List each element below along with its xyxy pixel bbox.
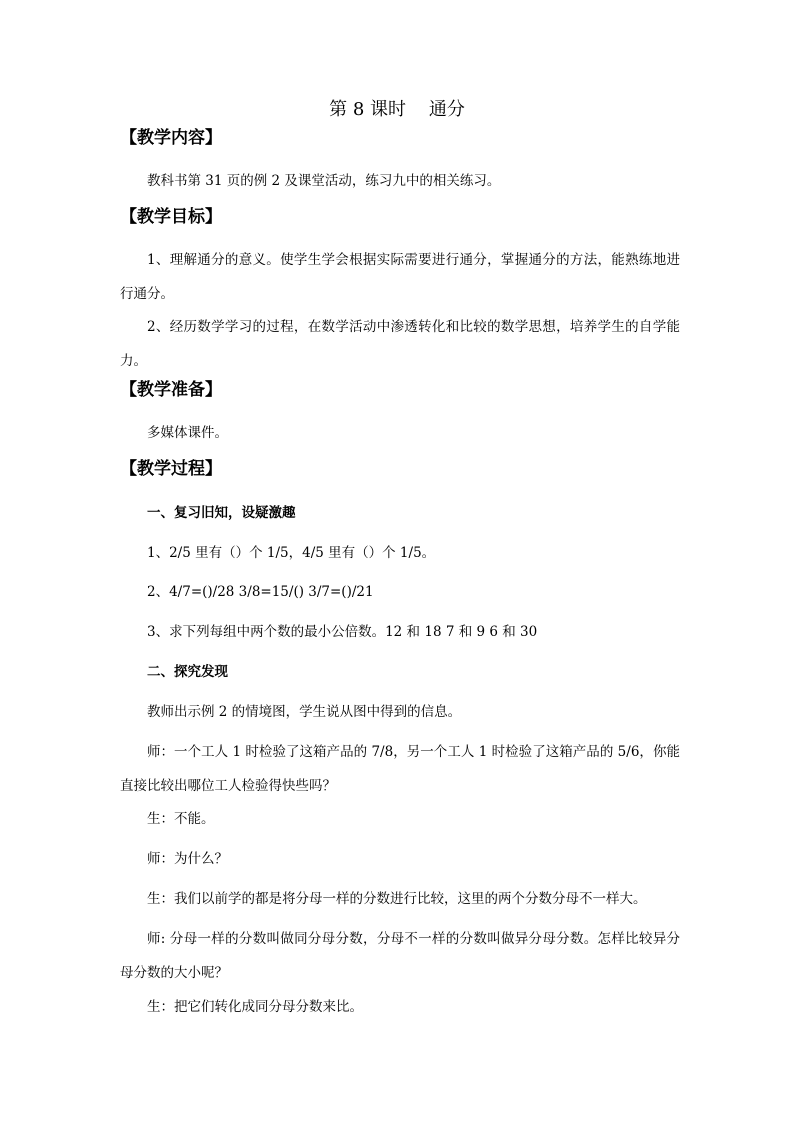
- heading-teaching-goals: 【教学目标】: [120, 207, 222, 227]
- dialogue-line-5: 生：我们以前学的都是将分母一样的分数进行比较，这里的两个分数分母不一样大。: [147, 891, 647, 907]
- preparation-text: 多媒体课件。: [147, 425, 228, 441]
- part2-title: 二、探究发现: [147, 664, 228, 680]
- review-item-1: 1、2/5 里有（）个 1/5，4/5 里有（）个 1/5。: [147, 545, 436, 561]
- dialogue-line-6: 师: 分母一样的分数叫做同分母分数，分母不一样的分数叫做异分母分数。怎样比较异分母分数的大小呢？: [120, 931, 680, 981]
- lesson-title: 第 8 课时 通分: [329, 99, 465, 120]
- teaching-content-text: 教科书第 31 页的例 2 及课堂活动，练习九中的相关练习。: [147, 173, 501, 189]
- dialogue-line-2: 师：一个工人 1 时检验了这箱产品的 7/8，另一个工人 1 时检验了这箱产品的 5/6，你能直接比较出哪位工人检验得快些吗？: [120, 744, 680, 794]
- dialogue-line-7: 生：把它们转化成同分母分数来比。: [147, 999, 363, 1015]
- heading-teaching-process: 【教学过程】: [120, 459, 222, 479]
- review-item-3: 3、求下列每组中两个数的最小公倍数。12 和 18 7 和 9 6 和 30: [147, 624, 538, 640]
- dialogue-line-3: 生：不能。: [147, 811, 215, 827]
- heading-teaching-content: 【教学内容】: [120, 128, 222, 148]
- review-item-2: 2、4/7=()/28 3/8=15/() 3/7=()/21: [147, 584, 374, 600]
- heading-teaching-preparation: 【教学准备】: [120, 380, 222, 400]
- dialogue-line-1: 教师出示例 2 的情境图，学生说从图中得到的信息。: [147, 704, 462, 720]
- part1-title: 一、复习旧知，设疑激趣: [147, 505, 296, 521]
- dialogue-line-4: 师：为什么？: [147, 851, 228, 867]
- goal-item-2: 2、经历数学学习的过程，在数学活动中渗透转化和比较的数学思想，培养学生的自学能力。: [120, 319, 680, 369]
- goal-item-1: 1、理解通分的意义。使学生学会根据实际需要进行通分，掌握通分的方法，能熟练地进行通分。: [120, 252, 680, 302]
